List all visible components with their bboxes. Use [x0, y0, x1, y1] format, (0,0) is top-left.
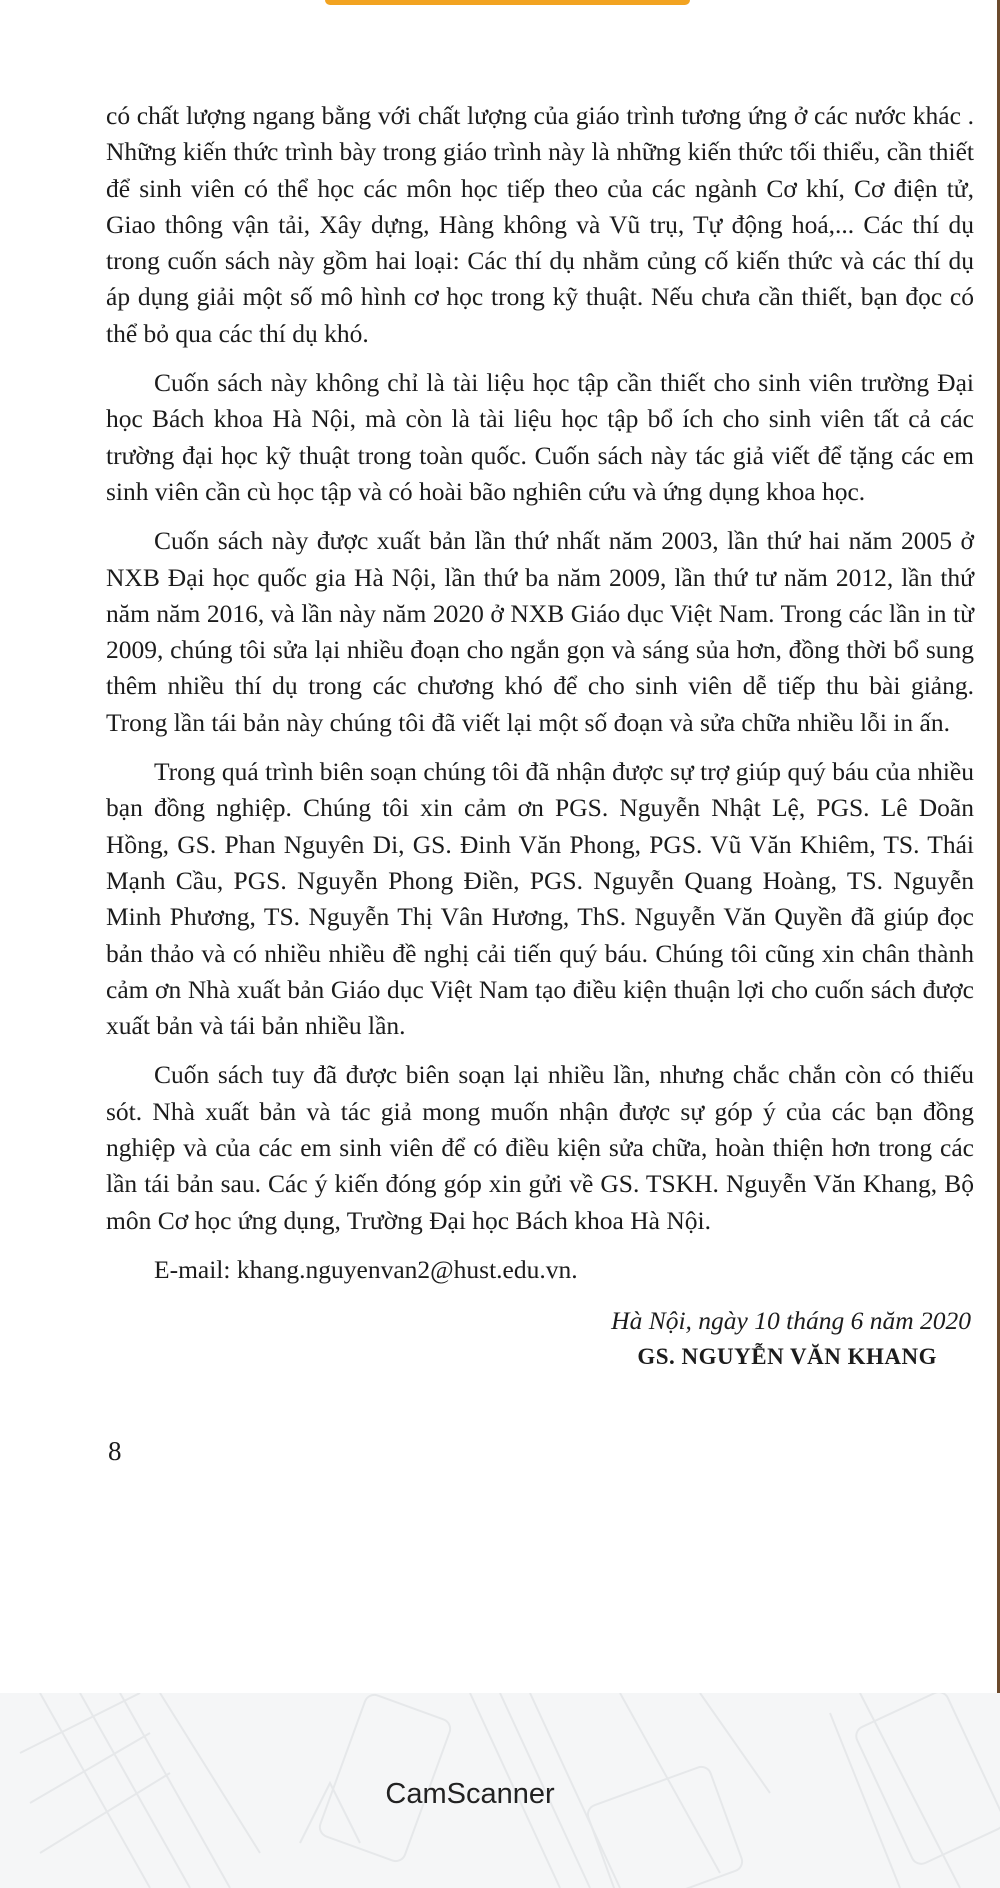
orange-header-strip	[325, 0, 690, 5]
paragraph: có chất lượng ngang bằng với chất lượng của giáo trình tương ứng ở các nước khác . Những kiến thức trình bày trong giáo trình này là những kiến thức tối thiểu, cần thiết để sinh viên có thể học các môn học tiếp theo của các ngành Cơ khí, Cơ điện tử, Giao thông vận tải, Xây dựng, Hàng không và Vũ trụ, Tự động hoá,... Các thí dụ trong cuốn sách này gồm hai loại: Các thí dụ nhằm củng cố kiến thức và các thí dụ áp dụng giải một số mô hình cơ học trong kỹ thuật. Nếu chưa cần thiết, bạn đọc có thể bỏ qua các thí dụ khó.	[106, 101, 974, 348]
paragraph: Cuốn sách này được xuất bản lần thứ nhất năm 2003, lần thứ hai năm 2005 ở NXB Đại học quốc gia Hà Nội, lần thứ ba năm 2009, lần thứ tư năm 2012, lần thứ năm năm 2016, và lần này năm 2020 ở NXB Giáo dục Việt Nam. Trong các lần in từ 2009, chúng tôi sửa lại nhiều đoạn cho ngắn gọn và sáng sủa hơn, đồng thời bổ sung thêm nhiều thí dụ trong các chương khó để cho sinh viên dễ tiếp thu bài giảng. Trong lần tái bản này chúng tôi đã viết lại một số đoạn và sửa chữa nhiều lỗi in ấn.	[106, 526, 974, 737]
camscanner-footer	[0, 1693, 1000, 1888]
date-line: Hà Nội, ngày 10 tháng 6 năm 2020	[611, 1306, 971, 1335]
email-line: E-mail: khang.nguyenvan2@hust.edu.vn.	[154, 1254, 578, 1284]
camscanner-brand: CamScanner	[385, 1778, 555, 1810]
body-text	[106, 98, 974, 1301]
page-number: 8	[108, 1436, 122, 1466]
paragraph: Cuốn sách này không chỉ là tài liệu học tập cần thiết cho sinh viên trường Đại học Bách khoa Hà Nội, mà còn là tài liệu học tập bổ ích cho sinh viên tất cả các trường đại học kỹ thuật trong toàn quốc. Cuốn sách này tác giả viết để tặng các em sinh viên cần cù học tập và có hoài bão nghiên cứu và ứng dụng khoa học.	[106, 368, 974, 506]
author-signature: GS. NGUYỄN VĂN KHANG	[637, 1344, 937, 1369]
paragraph: Cuốn sách tuy đã được biên soạn lại nhiều lần, nhưng chắc chắn còn có thiếu sót. Nhà xuất bản và tác giả mong muốn nhận được sự góp ý của các bạn đồng nghiệp và của các em sinh viên để có điều kiện sửa chữa, hoàn thiện hơn trong các lần tái bản sau. Các ý kiến đóng góp xin gửi về GS. TSKH. Nguyễn Văn Khang, Bộ môn Cơ học ứng dụng, Trường Đại học Bách khoa Hà Nội.	[106, 1060, 974, 1235]
paragraph: Trong quá trình biên soạn chúng tôi đã nhận được sự trợ giúp quý báu của nhiều bạn đồng nghiệp. Chúng tôi xin cảm ơn PGS. Nguyễn Nhật Lệ, PGS. Lê Doãn Hồng, GS. Phan Nguyên Di, GS. Đinh Văn Phong, PGS. Vũ Văn Khiêm, TS. Thái Mạnh Cầu, PGS. Nguyễn Phong Điền, PGS. Nguyễn Quang Hoàng, TS. Nguyễn Minh Phương, TS. Nguyễn Thị Vân Hương, ThS. Nguyễn Văn Quyền đã giúp đọc bản thảo và có nhiều nhiều đề nghị cải tiến quý báu. Chúng tôi cũng xin chân thành cảm ơn Nhà xuất bản Giáo dục Việt Nam tạo điều kiện thuận lợi cho cuốn sách được xuất bản và tái bản nhiều lần.	[106, 757, 974, 1041]
